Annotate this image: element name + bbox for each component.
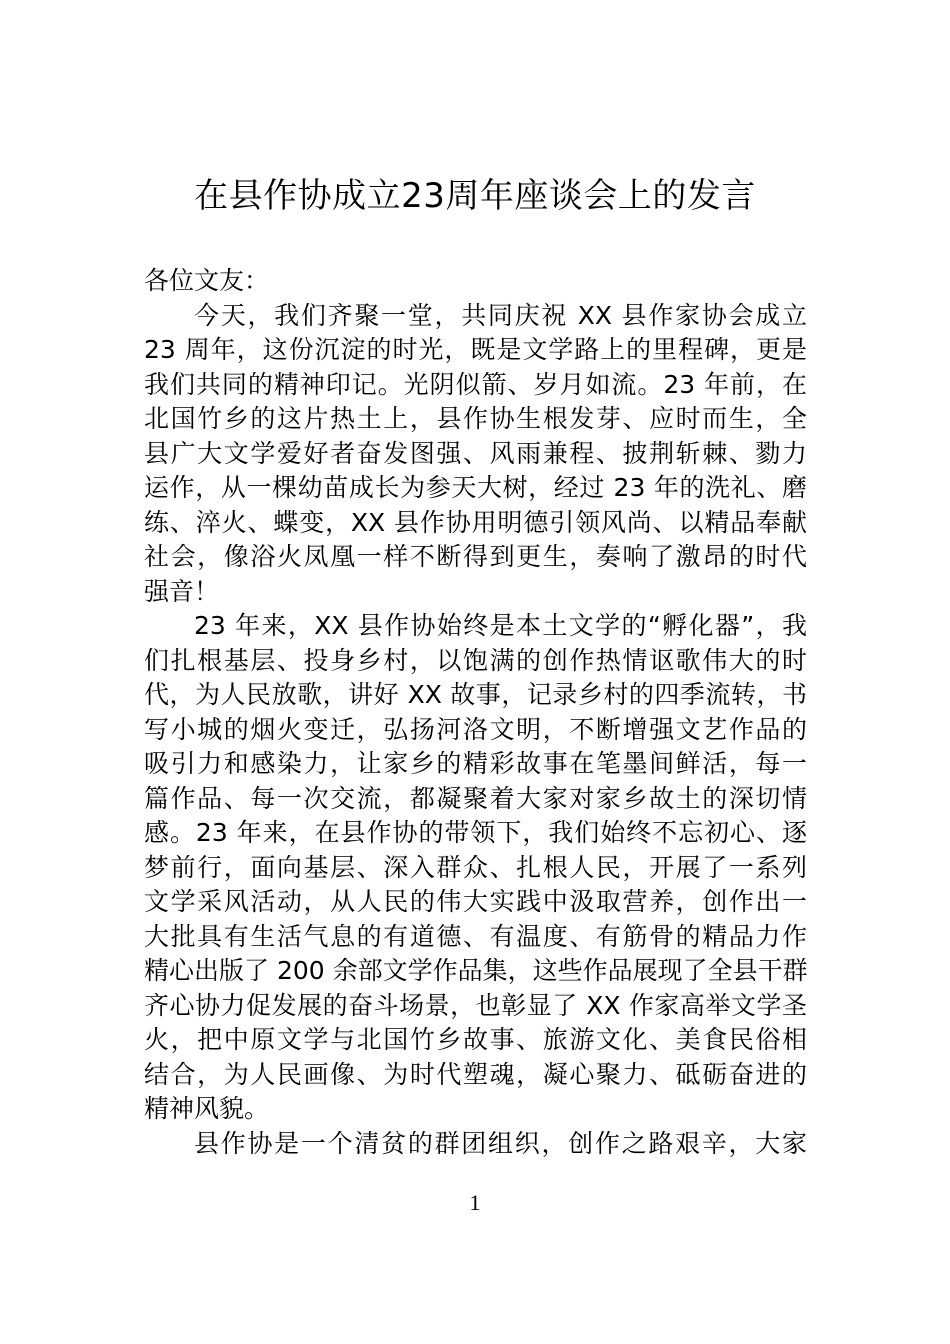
paragraph-2-line-15: 精神风貌。	[144, 1094, 270, 1123]
paragraph-2-line-11: 精心出版了 200 余部文学作品集，这些作品展现了全县干群	[144, 956, 808, 985]
paragraph-1-line-7: 练、淬火、蝶变，XX 县作协用明德引领风尚、以精品奉献	[144, 507, 807, 537]
paragraph-1-line-8: 社会，像浴火凤凰一样不断得到更生，奏响了激昂的时代	[144, 542, 807, 571]
paragraph-1-line-3: 我们共同的精神印记。光阴似箭、岁月如流。23 年前，在	[144, 369, 807, 399]
paragraph-2-line-14: 结合，为人民画像、为时代塑魂，凝心聚力、砥砺奋进的	[144, 1059, 807, 1089]
paragraph-2-line-13: 火，把中原文学与北国竹乡故事、旅游文化、美食民俗相	[144, 1025, 807, 1054]
paragraph-1-line-6: 运作，从一棵幼苗成长为参天大树，经过 23 年的洗礼、磨	[144, 473, 807, 502]
paragraph-1-line-5: 县广大文学爱好者奋发图强、风雨兼程、披荆斩棘、勠力	[144, 438, 807, 468]
paragraph-2-line-5: 吸引力和感染力，让家乡的精彩故事在笔墨间鲜活，每一	[144, 749, 807, 778]
paragraph-2-line-1: 23 年来，XX 县作协始终是本土文学的“孵化器”，我	[194, 611, 807, 640]
paragraph-2-line-9: 文学采风活动，从人民的伟大实践中汲取营养，创作出一	[144, 887, 807, 916]
paragraph-2-line-7: 感。23 年来，在县作协的带领下，我们始终不忘初心、逐	[144, 818, 807, 847]
paragraph-2-line-4: 写小城的烟火变迁，弘扬河洛文明，不断增强文艺作品的	[144, 714, 807, 744]
paragraph-2-line-8: 梦前行，面向基层、深入群众、扎根人民，开展了一系列	[144, 852, 807, 882]
paragraph-1-line-4: 北国竹乡的这片热土上，县作协生根发芽、应时而生，全	[144, 404, 807, 433]
paragraph-2-line-12: 齐心协力促发展的奋斗场景，也彰显了 XX 作家高举文学圣	[144, 990, 807, 1020]
paragraph-3-line-1: 县作协是一个清贫的群团组织，创作之路艰辛，大家	[194, 1128, 807, 1158]
paragraph-1-line-1: 今天，我们齐聚一堂，共同庆祝 XX 县作家协会成立	[194, 300, 807, 330]
salutation: 各位文友：	[144, 266, 270, 295]
speech-body	[144, 264, 807, 1161]
paragraph-2-line-3: 代，为人民放歌，讲好 XX 故事，记录乡村的四季流转，书	[144, 680, 807, 709]
paragraph-1-line-9: 强音！	[144, 576, 220, 606]
page-title: 在县作协成立23周年座谈会上的发言	[194, 176, 756, 216]
page-number: 1	[469, 1190, 481, 1215]
paragraph-2-line-10: 大批具有生活气息的有道德、有温度、有筋骨的精品力作	[144, 921, 807, 951]
paragraph-2-line-6: 篇作品、每一次交流，都凝聚着大家对家乡故土的深切情	[144, 783, 807, 813]
paragraph-2-line-2: 们扎根基层、投身乡村，以饱满的创作热情讴歌伟大的时	[144, 645, 807, 675]
paragraph-1-line-2: 23 周年，这份沉淀的时光，既是文学路上的里程碑，更是	[144, 335, 807, 364]
